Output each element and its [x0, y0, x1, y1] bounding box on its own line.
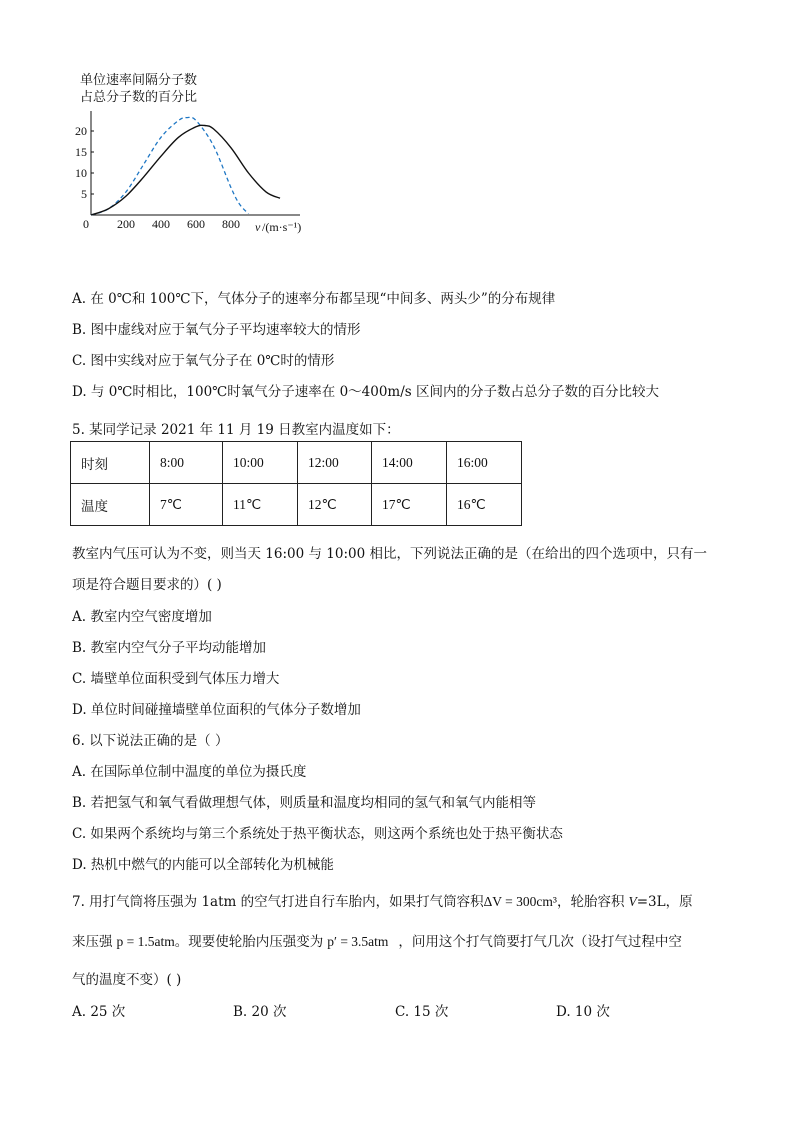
table-cell: 12℃	[298, 484, 372, 526]
x-axis-label-var: v	[255, 220, 261, 234]
q7-formula-dv: ΔV = 300cm³	[483, 894, 557, 909]
q5-option-c: C. 墙壁单位面积受到气体压力增大	[72, 671, 280, 687]
table-row	[71, 484, 522, 526]
q7-line1-a: 7. 用打气筒将压强为 1atm 的空气打进自行车胎内，如果打气筒容积	[72, 894, 484, 910]
q7-line1-c: =3L，原	[636, 894, 693, 910]
table-cell: 17℃	[372, 484, 447, 526]
q4-option-b: B. 图中虚线对应于氧气分子平均速率较大的情形	[72, 322, 361, 338]
q6-option-b: B. 若把氢气和氧气看做理想气体，则质量和温度均相同的氢气和氧气内能相等	[72, 795, 537, 811]
q7-option-d: D. 10 次	[556, 1004, 610, 1020]
q5-stem: 5. 某同学记录 2021 年 11 月 19 日教室内温度如下：	[72, 422, 400, 438]
q4-option-c: C. 图中实线对应于氧气分子在 0℃时的情形	[72, 353, 335, 369]
q7-line3: 气的温度不变）( )	[72, 972, 182, 988]
q7-option-b: B. 20 次	[233, 1004, 287, 1020]
q7-line2-a: 来压强	[72, 934, 113, 950]
q7-var-v: V	[628, 894, 637, 909]
table-cell: 16℃	[447, 484, 522, 526]
x-axis-label-unit: /(m·s⁻¹)	[262, 220, 302, 234]
table-cell: 时刻	[71, 442, 150, 484]
q6-option-a: A. 在国际单位制中温度的单位为摄氏度	[72, 764, 307, 780]
q5-text-line2: 项是符合题目要求的）( )	[72, 577, 222, 593]
q7-line1	[72, 890, 693, 910]
q7-option-a: A. 25 次	[72, 1004, 126, 1020]
chart-ylabel-line1: 单位速率间隔分子数	[80, 73, 198, 88]
x-tick-label: 600	[187, 217, 205, 231]
q5-text-line1: 教室内气压可认为不变，则当天 16:00 与 10:00 相比，下列说法正确的是（在给出的四个选项中，只有一	[72, 546, 707, 562]
q6-option-d: D. 热机中燃气的内能可以全部转化为机械能	[72, 857, 334, 873]
table-row	[71, 442, 522, 484]
q7-formula-p-prime: p′ = 3.5atm	[327, 934, 389, 949]
table-cell: 11℃	[223, 484, 298, 526]
y-tick-label: 10	[75, 166, 87, 180]
y-tick-label: 20	[75, 124, 87, 138]
q7-formula-p: p = 1.5atm	[116, 934, 175, 949]
q5-option-b: B. 教室内空气分子平均动能增加	[72, 640, 267, 656]
q7-line2	[72, 930, 682, 950]
solid-curve	[91, 125, 280, 215]
table-cell: 12:00	[298, 442, 372, 484]
y-tick-label: 5	[81, 187, 87, 201]
table-cell: 16:00	[447, 442, 522, 484]
y-tick-label: 15	[75, 145, 87, 159]
q7-option-c: C. 15 次	[395, 1004, 449, 1020]
q5-option-d: D. 单位时间碰撞墙壁单位面积的气体分子数增加	[72, 702, 361, 718]
speed-distribution-chart	[60, 105, 320, 235]
x-tick-label: 400	[152, 217, 170, 231]
q4-option-a: A. 在 0℃和 100℃下，气体分子的速率分布都呈现“中间多、两头少”的分布规律	[72, 291, 556, 307]
table-cell: 7℃	[150, 484, 223, 526]
q4-option-d: D. 与 0℃时相比，100℃时氧气分子速率在 0～400m/s 区间内的分子数占总分子数的百分比较大	[72, 384, 659, 400]
q5-option-a: A. 教室内空气密度增加	[72, 609, 212, 625]
x-tick-label: 0	[83, 217, 89, 231]
table-cell: 14:00	[372, 442, 447, 484]
x-tick-label: 800	[222, 217, 240, 231]
temperature-table	[70, 441, 522, 526]
dashed-curve	[91, 117, 249, 215]
q6-stem: 6. 以下说法正确的是（ ）	[72, 733, 229, 749]
x-tick-label: 200	[117, 217, 135, 231]
q7-line1-b: ，轮胎容积	[556, 894, 625, 910]
q7-line2-b: 。现要使轮胎内压强变为	[174, 934, 324, 950]
chart-ylabel-line2: 占总分子数的百分比	[80, 90, 198, 105]
table-cell: 温度	[71, 484, 150, 526]
q6-option-c: C. 如果两个系统均与第三个系统处于热平衡状态，则这两个系统也处于热平衡状态	[72, 826, 563, 842]
table-cell: 8:00	[150, 442, 223, 484]
table-cell: 10:00	[223, 442, 298, 484]
q7-line2-c: ，问用这个打气筒要打气几次（设打气过程中空	[398, 934, 682, 950]
